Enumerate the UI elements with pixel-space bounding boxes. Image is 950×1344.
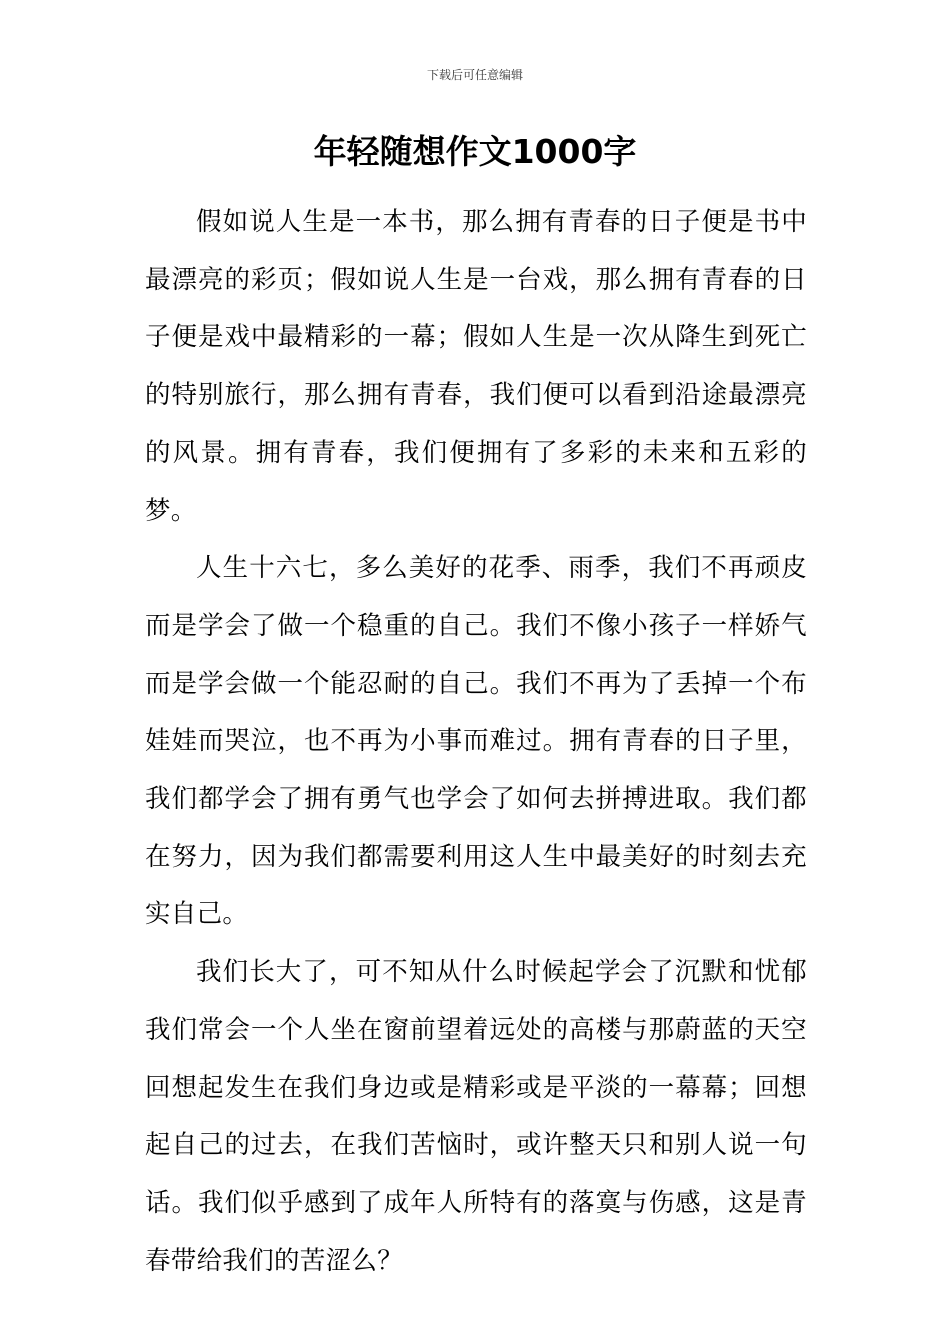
document-body xyxy=(145,194,807,1290)
header-note: 下载后可任意编辑 xyxy=(426,68,523,82)
paragraph-1: 假如说人生是一本书，那么拥有青春的日子便是书中最漂亮的彩页；假如说人生是一台戏，那么拥有青春的日子便是戏中最精彩的一幕；假如人生是一次从降生到死亡的特别旅行，那么拥有青春，我们便可以看到沿途最漂亮的风景。拥有青春，我们便拥有了多彩的未来和五彩的梦。 xyxy=(145,207,807,526)
document-title: 年轻随想作文1000字 xyxy=(313,132,637,171)
paragraph-2: 人生十六七，多么美好的花季、雨季，我们不再顽皮而是学会了做一个稳重的自己。我们不像小孩子一样娇气而是学会做一个能忍耐的自己。我们不再为了丢掉一个布娃娃而哭泣，也不再为小事而难过。拥有青春的日子里，我们都学会了拥有勇气也学会了如何去拼搏进取。我们都在努力，因为我们都需要利用这人生中最美好的时刻去充实自己。 xyxy=(145,553,807,930)
paragraph-3: 我们长大了，可不知从什么时候起学会了沉默和忧郁我们常会一个人坐在窗前望着远处的高楼与那蔚蓝的天空回想起发生在我们身边或是精彩或是平淡的一幕幕；回想起自己的过去，在我们苦恼时，或许整天只和别人说一句话。我们似乎感到了成年人所特有的落寞与伤感，这是青春带给我们的苦涩么？ xyxy=(145,957,807,1276)
